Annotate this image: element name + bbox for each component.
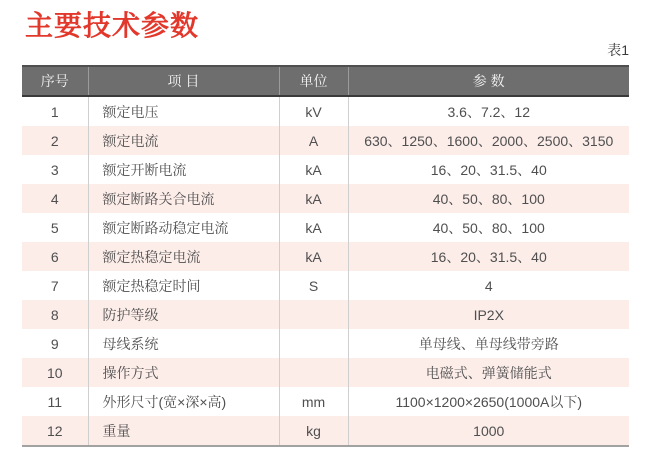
row-number-cell: 12 [22,416,88,446]
table-row [22,271,629,300]
row-value-cell: 40、50、80、100 [348,184,629,213]
table-row [22,300,629,329]
table-row [22,184,629,213]
row-value-cell: IP2X [348,300,629,329]
row-unit-cell: kg [279,416,348,446]
row-unit-cell: mm [279,387,348,416]
row-number-cell: 9 [22,329,88,358]
header-cell-unit: 单位 [279,66,348,96]
row-unit-cell: kA [279,184,348,213]
header-cell-value: 参 数 [348,66,629,96]
row-unit-cell: S [279,271,348,300]
row-unit-cell [279,358,348,387]
row-unit-cell: kA [279,155,348,184]
row-item-cell: 外形尺寸(宽×深×高) [88,387,279,416]
row-number-cell: 10 [22,358,88,387]
row-item-cell: 母线系统 [88,329,279,358]
table-header-row [22,66,629,96]
row-value-cell: 16、20、31.5、40 [348,155,629,184]
table-row [22,213,629,242]
row-value-cell: 40、50、80、100 [348,213,629,242]
row-item-cell: 额定电流 [88,126,279,155]
row-item-cell: 防护等级 [88,300,279,329]
row-number-cell: 8 [22,300,88,329]
table-row [22,242,629,271]
row-value-cell: 630、1250、1600、2000、2500、3150 [348,126,629,155]
row-number-cell: 1 [22,96,88,126]
row-item-cell: 额定开断电流 [88,155,279,184]
table-number-label: 表1 [607,42,629,58]
row-number-cell: 7 [22,271,88,300]
table-row [22,416,629,446]
row-unit-cell [279,329,348,358]
row-item-cell: 额定热稳定时间 [88,271,279,300]
header-cell-no: 序号 [22,66,88,96]
row-unit-cell: kA [279,213,348,242]
row-value-cell: 1000 [348,416,629,446]
table-body [22,96,629,446]
table-row [22,96,629,126]
table-row [22,126,629,155]
page-title: 主要技术参数 [25,10,200,41]
row-value-cell: 1100×1200×2650(1000A以下) [348,387,629,416]
parameters-table [22,65,629,447]
row-item-cell: 操作方式 [88,358,279,387]
row-number-cell: 6 [22,242,88,271]
table-row [22,387,629,416]
row-item-cell: 额定断路关合电流 [88,184,279,213]
row-value-cell: 电磁式、弹簧储能式 [348,358,629,387]
row-item-cell: 额定断路动稳定电流 [88,213,279,242]
row-unit-cell: A [279,126,348,155]
row-unit-cell: kA [279,242,348,271]
table-row [22,358,629,387]
row-item-cell: 额定电压 [88,96,279,126]
table-header [22,66,629,96]
row-value-cell: 单母线、单母线带旁路 [348,329,629,358]
header-cell-item: 项 目 [88,66,279,96]
row-number-cell: 3 [22,155,88,184]
row-unit-cell: kV [279,96,348,126]
row-unit-cell [279,300,348,329]
row-number-cell: 11 [22,387,88,416]
row-number-cell: 2 [22,126,88,155]
row-value-cell: 3.6、7.2、12 [348,96,629,126]
table-row [22,329,629,358]
row-value-cell: 4 [348,271,629,300]
row-item-cell: 重量 [88,416,279,446]
row-number-cell: 4 [22,184,88,213]
row-value-cell: 16、20、31.5、40 [348,242,629,271]
row-number-cell: 5 [22,213,88,242]
table-row [22,155,629,184]
row-item-cell: 额定热稳定电流 [88,242,279,271]
